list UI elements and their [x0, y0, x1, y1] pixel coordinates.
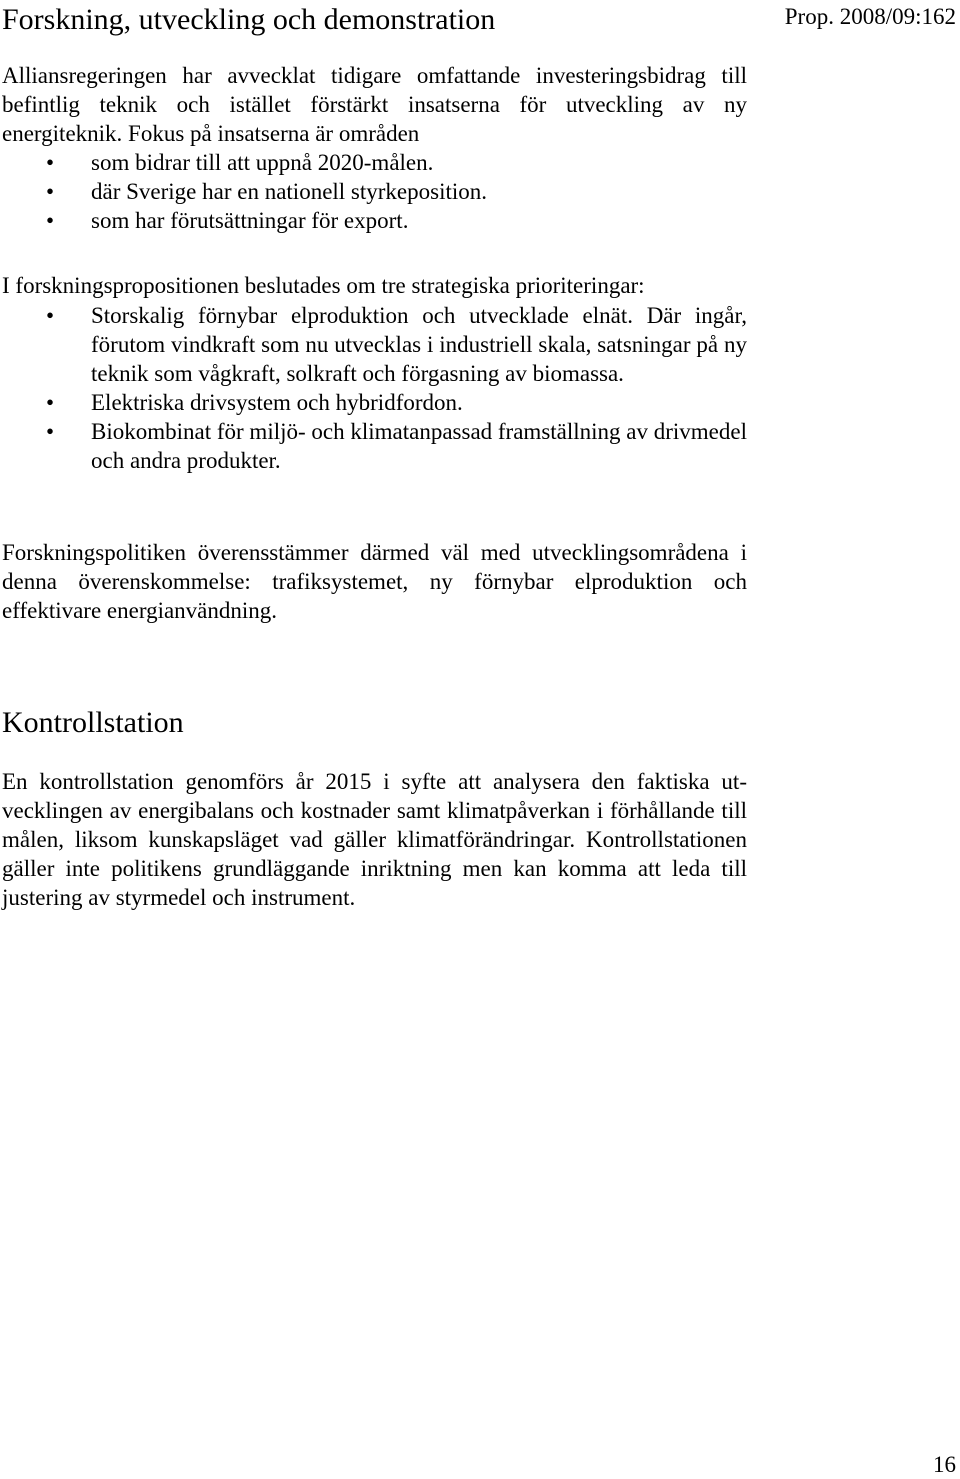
list-item: • Biokombinat för miljö- och klimatanpassad framställning av drivmedel och andra produkter. — [46, 419, 747, 473]
bullet-icon: • — [46, 419, 55, 444]
kontrollstation-heading: Kontrollstation — [2, 706, 184, 739]
list-item: • Elektriska drivsystem och hybridfordon. — [46, 390, 463, 415]
page-number: 16 — [933, 1452, 956, 1477]
research-policy-paragraph: Forskningspolitiken överensstämmer därmed väl med utvecklingsområdena i denna överenskommelse: trafiksystemet, ny förnybar elproduktion och effektivare energianvändning. — [2, 540, 747, 623]
kontrollstation-paragraph: En kontrollstation genomförs år 2015 i syfte att analysera den faktiska utvecklingen av energibalans och kostnader samt klimatpåverkan i förhållande till målen, liksom kunskapsläget vad gäller klimatförändringar. Kontrollstationen gäller inte politikens grundläggande inriktning men kan komma att leda till justering av styrmedel och instrument. — [2, 769, 747, 910]
intro-paragraph: Alliansregeringen har avvecklat tidigare omfattande investeringsbidrag till befintlig teknik och istället förstärkt insatserna för utveckling av ny energiteknik. Fokus på insatserna är områden — [2, 63, 747, 146]
bullet-icon: • — [46, 303, 55, 328]
focus-list — [0, 148, 747, 235]
bullet-icon: • — [46, 208, 55, 233]
bullet-icon: • — [46, 150, 55, 175]
list-item: • Storskalig förnybar elproduktion och utvecklade elnät. Där ingår, förutom vindkraft som nu utvecklas i industriell skala, satsningar på ny teknik som vågkraft, solkraft och förgasning av biomassa. — [46, 303, 747, 386]
list-item: • som bidrar till att uppnå 2020-målen. — [46, 150, 434, 175]
priorities-intro: I forskningspropositionen beslutades om tre strategiska prioriteringar: — [2, 273, 645, 298]
list-item: • som har förutsättningar för export. — [46, 208, 409, 233]
section-heading: Forskning, utveckling och demonstration — [2, 3, 496, 36]
bullet-icon: • — [46, 390, 55, 415]
proposition-reference: Prop. 2008/09:162 — [784, 4, 956, 29]
priorities-list — [0, 301, 747, 475]
list-item: • där Sverige har en nationell styrkeposition. — [46, 179, 488, 204]
bullet-icon: • — [46, 179, 55, 204]
